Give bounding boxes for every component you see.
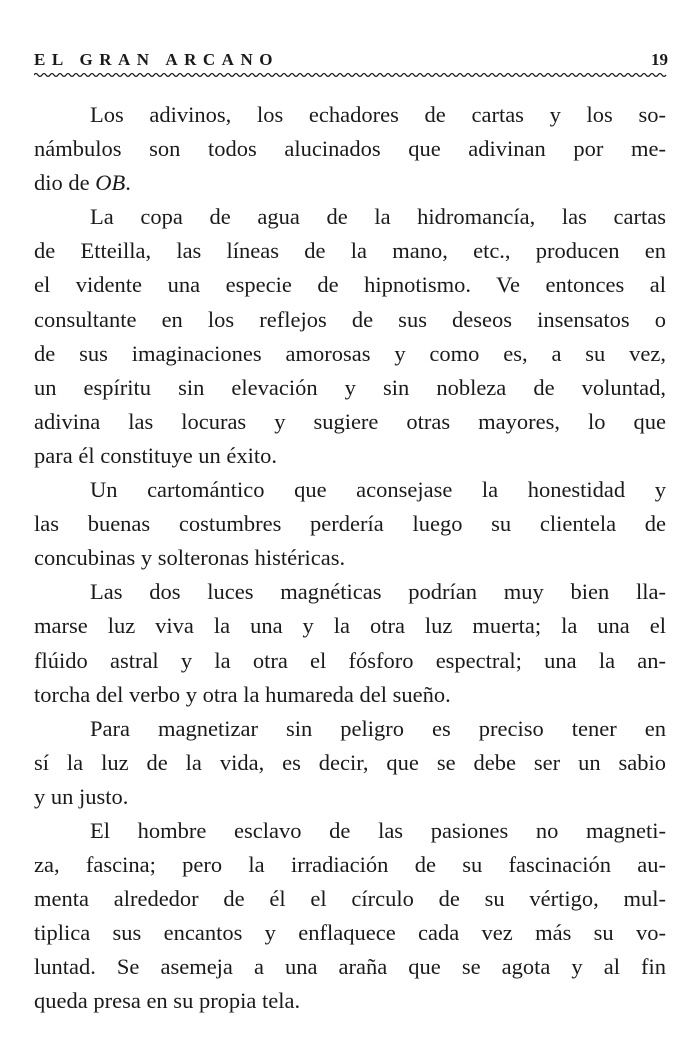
text-line: námbulos son todos alucinados que adivinan por me- bbox=[34, 136, 666, 162]
text-line: La copa de agua de la hidromancía, las cartas bbox=[90, 204, 666, 230]
text-line: menta alrededor de él el círculo de su vértigo, mul- bbox=[34, 886, 666, 912]
header-wavy-rule bbox=[34, 72, 668, 78]
text-line: luntad. Se asemeja a una araña que se agota y al fin bbox=[34, 954, 666, 980]
text-line: Los adivinos, los echadores de cartas y los so- bbox=[90, 102, 666, 127]
text-line: un espíritu sin elevación y sin nobleza de voluntad, bbox=[34, 374, 666, 400]
text-line: torcha del verbo y otra la humareda del sueño. bbox=[34, 681, 451, 707]
running-title: EL GRAN ARCANO bbox=[34, 50, 279, 69]
text-line: de sus imaginaciones amorosas y como es, a su vez, bbox=[34, 340, 666, 366]
text-line: de Etteilla, las líneas de la mano, etc., producen en bbox=[34, 238, 666, 264]
text-line: tiplica sus encantos y enflaquece cada vez más su vo- bbox=[34, 920, 666, 946]
text-line: consultante en los reflejos de sus deseos insensatos o bbox=[34, 306, 666, 332]
body-text bbox=[34, 98, 666, 1019]
text-line: Las dos luces magnéticas podrían muy bien lla- bbox=[90, 579, 666, 605]
page-number: 19 bbox=[651, 50, 668, 69]
text-line: para él constituye un éxito. bbox=[34, 442, 278, 468]
text-line: Un cartomántico que aconsejase la honestidad y bbox=[90, 477, 666, 503]
text-line: za, fascina; pero la irradiación de su fascinación au- bbox=[34, 852, 666, 878]
text-line: y un justo. bbox=[34, 783, 129, 809]
text-line: dio de OB. bbox=[34, 170, 131, 196]
text-line: concubinas y solteronas histéricas. bbox=[34, 545, 346, 571]
text-line: sí la luz de la vida, es decir, que se debe ser un sabio bbox=[34, 749, 666, 775]
text-line: flúido astral y la otra el fósforo espectral; una la an- bbox=[34, 647, 666, 673]
text-line: queda presa en su propia tela. bbox=[34, 988, 301, 1014]
text-line: las buenas costumbres perdería luego su clientela de bbox=[34, 511, 666, 537]
running-head bbox=[34, 50, 668, 74]
text-line: Para magnetizar sin peligro es preciso tener en bbox=[90, 715, 666, 741]
text-line: El hombre esclavo de las pasiones no magneti- bbox=[90, 817, 666, 843]
text-line: adivina las locuras y sugiere otras mayores, lo que bbox=[34, 408, 666, 434]
text-line: el vidente una especie de hipnotismo. Ve entonces al bbox=[34, 272, 666, 298]
text-line: marse luz viva la una y la otra luz muerta; la una el bbox=[34, 613, 666, 639]
